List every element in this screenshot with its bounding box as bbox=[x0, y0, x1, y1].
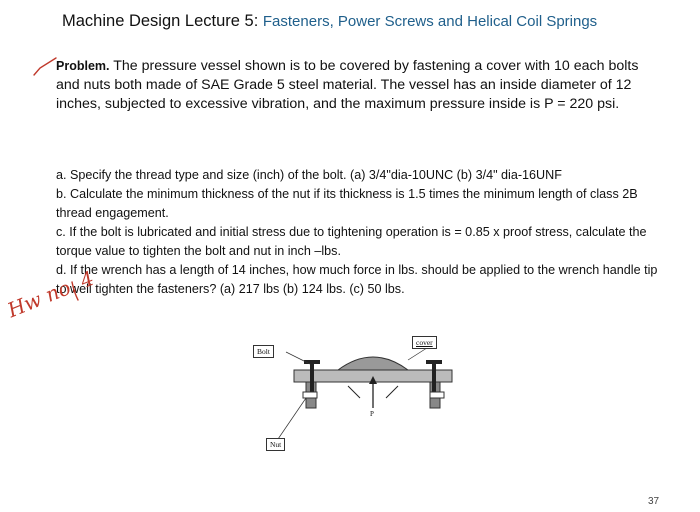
bolt-shank-left bbox=[310, 364, 314, 392]
nut-left bbox=[303, 392, 317, 398]
slide-title bbox=[62, 12, 597, 31]
bolt-shank-right bbox=[432, 364, 436, 392]
problem-statement bbox=[56, 57, 656, 114]
nut-right bbox=[430, 392, 444, 398]
handwritten-note: Hw no. 4 bbox=[4, 265, 98, 323]
title-subtitle: Fasteners, Power Screws and Helical Coil Springs bbox=[262, 13, 598, 30]
problem-text: The pressure vessel shown is to be covered by fastening a cover with 10 each bolts and nuts both made of SAE Grade 5 steel material. The vessel has an inside diameter of 12 inches, subjected to excessive vibration, and the maximum pressure inside is P = 220 psi. bbox=[56, 58, 639, 112]
title-main: Machine Design Lecture 5: bbox=[62, 12, 259, 30]
bolt-head-right bbox=[426, 360, 442, 364]
bolt-label: Bolt bbox=[253, 345, 274, 358]
pressure-vessel-diagram bbox=[248, 330, 468, 460]
nut-label: Nut bbox=[266, 438, 285, 451]
pressure-label: P bbox=[370, 410, 374, 418]
nut-leader bbox=[276, 398, 306, 442]
question-d: d. If the wrench has a length of 14 inches, how much force in lbs. should be applied to the wrench handle tip to well tighten the fasteners? (a) 217 lbs (b) 124 lbs. (c) 50 lbs. bbox=[56, 263, 658, 296]
question-b: b. Calculate the minimum thickness of the nut if its thickness is 1.5 times the minimum length of class 2B thread engagement. bbox=[56, 187, 638, 220]
ink-check bbox=[34, 58, 56, 75]
pressure-arrow-right bbox=[386, 386, 398, 398]
cover-dome bbox=[338, 357, 408, 370]
bolt-leader bbox=[286, 352, 310, 364]
page-number: 37 bbox=[648, 496, 660, 507]
question-list bbox=[56, 166, 666, 299]
question-c: c. If the bolt is lubricated and initial stress due to tightening operation is = 0.85 x proof stress, calculate the torque value to tighten the bolt and nut in inch –lbs. bbox=[56, 225, 647, 258]
problem-label: Problem. bbox=[56, 59, 110, 73]
cover-label: cover bbox=[412, 336, 437, 349]
question-a: a. Specify the thread type and size (inch) of the bolt. (a) 3/4"dia-10UNC (b) 3/4" dia-16UNF bbox=[56, 168, 562, 182]
pressure-arrow-left bbox=[348, 386, 360, 398]
